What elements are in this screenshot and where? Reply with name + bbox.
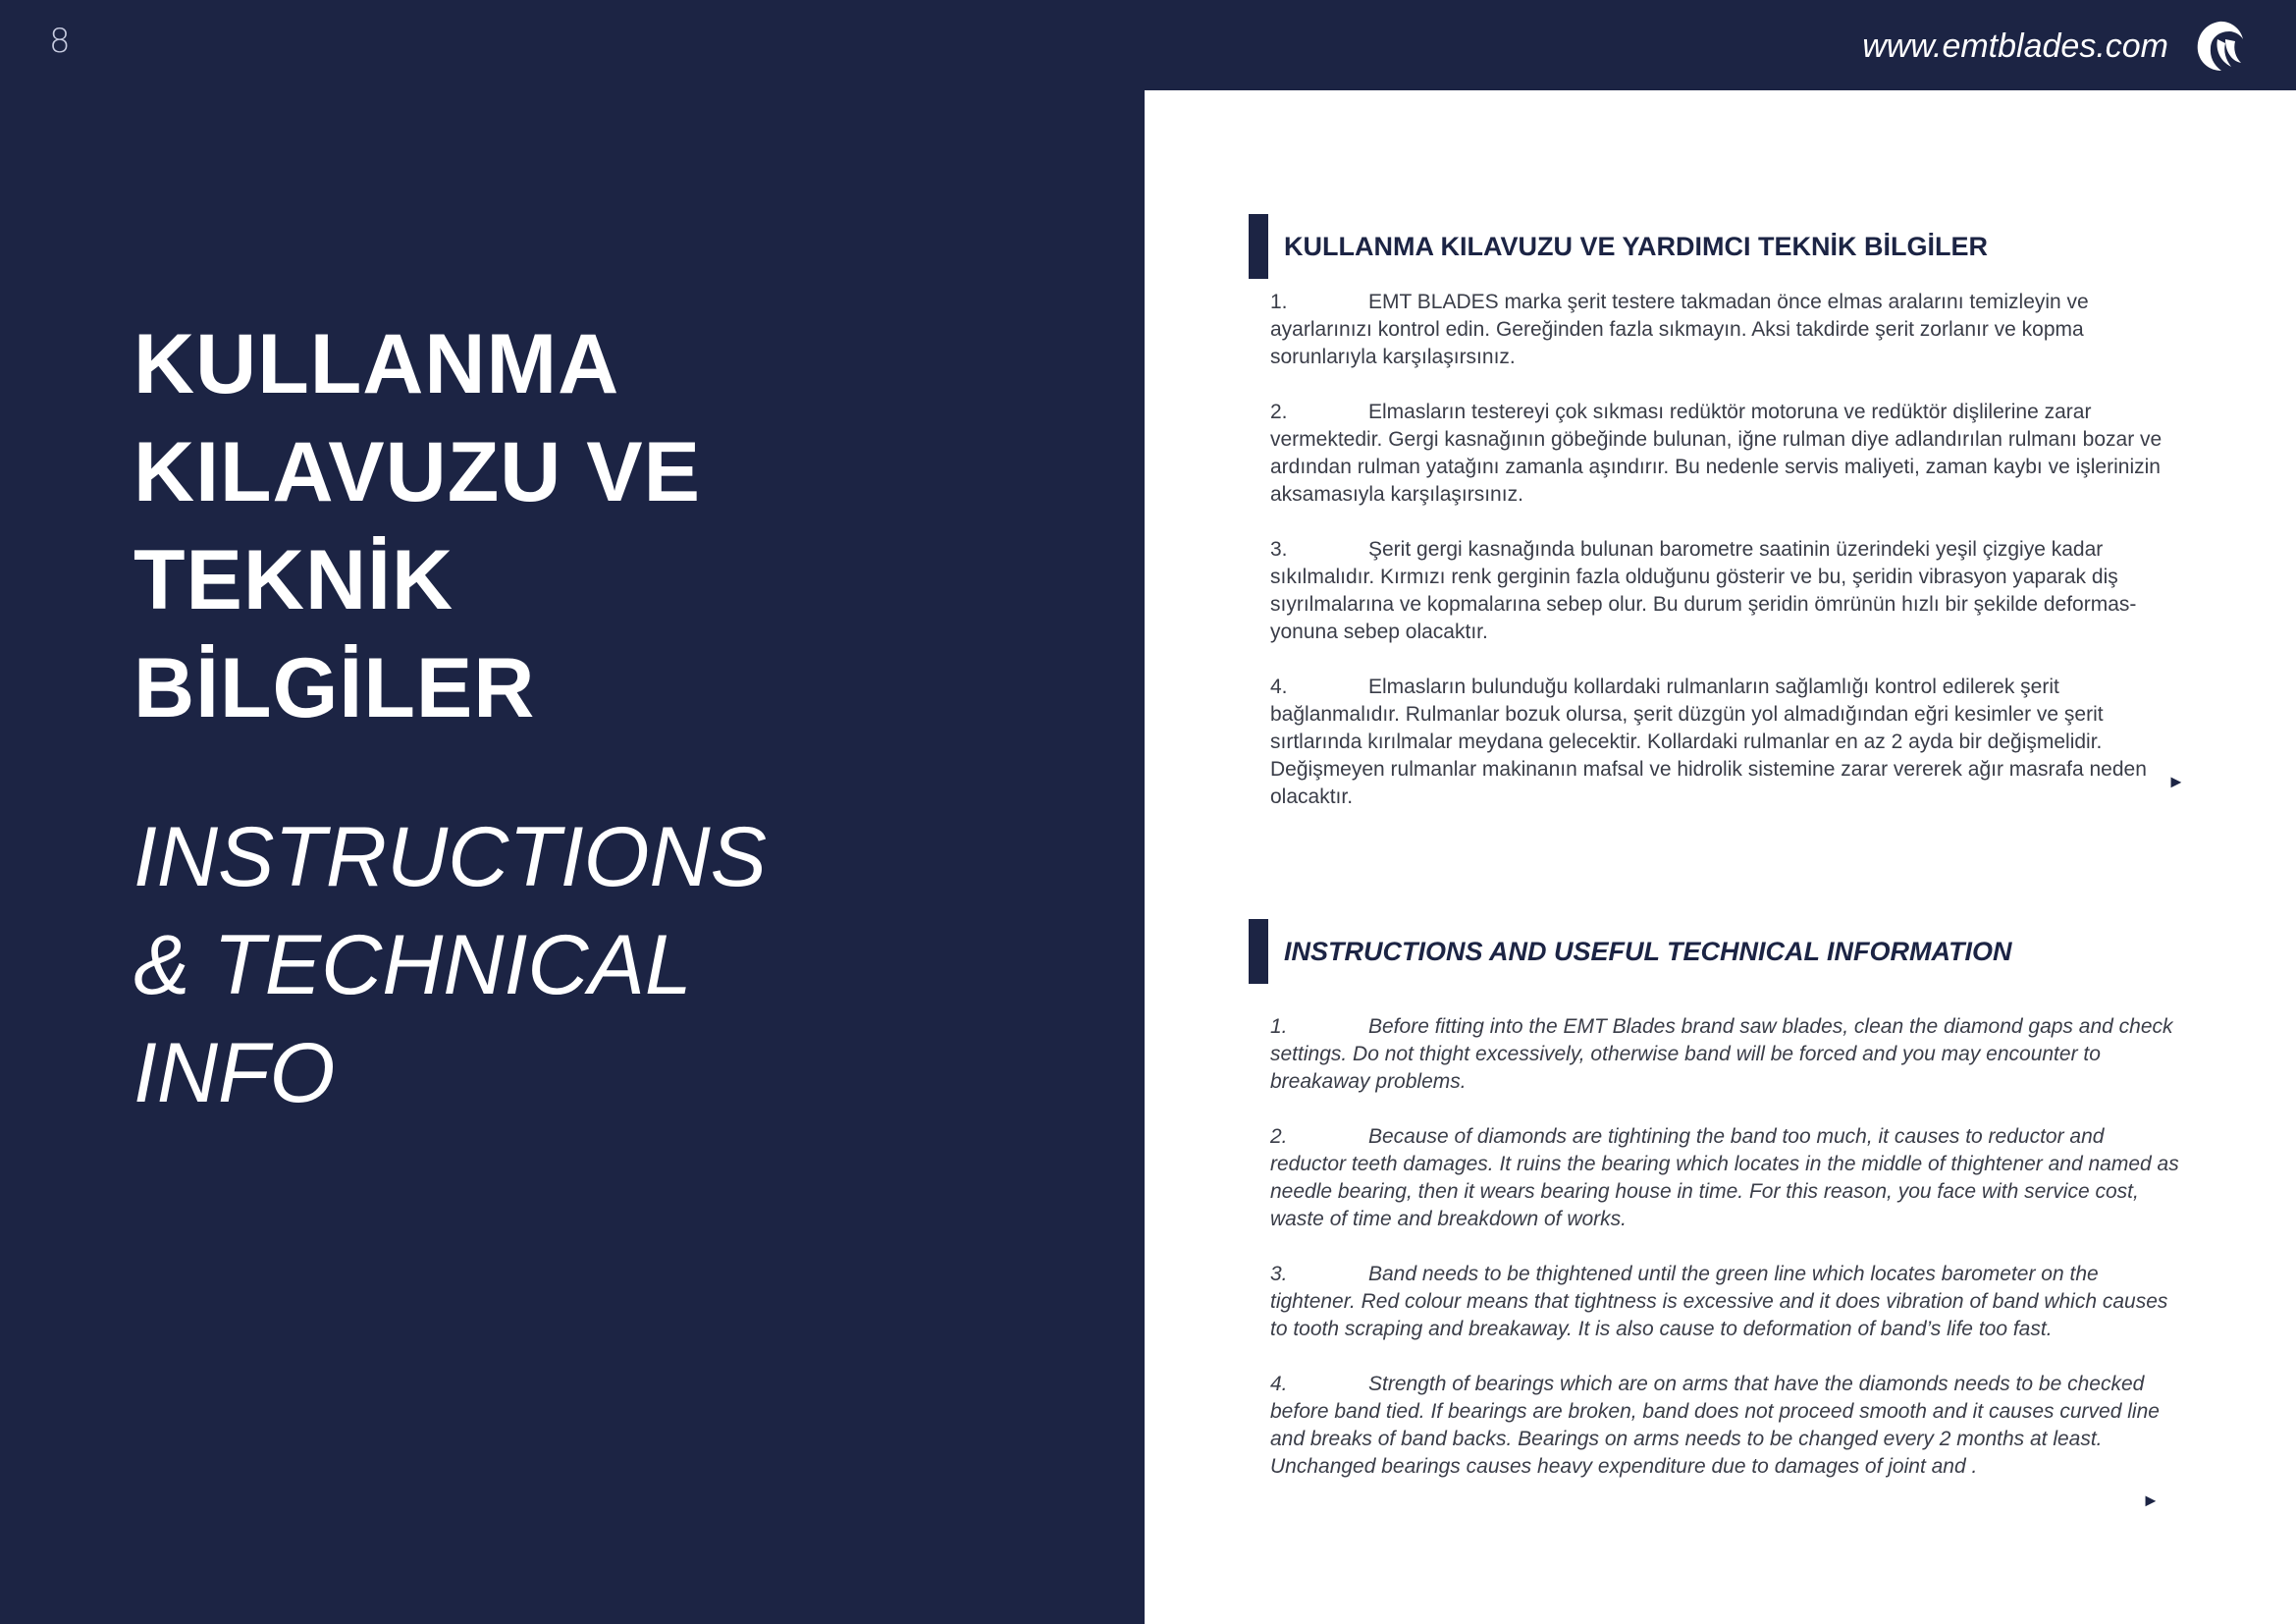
- title-line: TEKNİK: [133, 533, 454, 627]
- next-arrow-icon: ►: [2142, 1490, 2160, 1510]
- list-item: [1270, 674, 2181, 811]
- section-heading-text: KULLANMA KILAVUZU VE YARDIMCI TEKNİK BİLGİLER: [1284, 231, 1989, 261]
- section-heading: [1249, 214, 2181, 279]
- english-section: [1249, 919, 2181, 1508]
- list-item: [1270, 1371, 2181, 1481]
- instruction-list: [1249, 289, 2181, 811]
- subtitle-line: INFO: [133, 1026, 336, 1120]
- item-text: Because of diamonds are tightining the band too much, it causes to reductor and reductor teeth damages. It ruins the bearing which locates in the middle of thightener and named as needle bearing, then it wears bearing house in time. For this reason, you face with service cost, waste of time and breakdown of works.: [1270, 1125, 2179, 1230]
- title-line: KILAVUZU VE: [133, 425, 701, 519]
- item-text: Şerit gergi kasnağında bulunan barometre saatinin üzerindeki yeşil çizgiye kadar sıkılmalıdır. Kırmızı renk gerginin fazla olduğunu gösterir ve bu, şeridin vibrasyon yaparak diş sıyrılmalarına ve kopmalarına sebep olur. Bu durum şeridin ömrünün hızlı bir şekilde deformas-yonuna sebep olacaktır.: [1270, 538, 2137, 643]
- heading-bar: [1249, 214, 1268, 279]
- list-item: [1270, 1261, 2181, 1343]
- item-text: EMT BLADES marka şerit testere takmadan önce elmas aralarını temizleyin ve ayarlarınızı kontrol edin. Gereğinden fazla sıkmayın. Aksi takdirde şerit zorlanır ve kopma sorunlarıyla karşılaşırsınız.: [1270, 291, 2089, 368]
- title-line: KULLANMA: [133, 317, 620, 411]
- item-text: Strength of bearings which are on arms that have the diamonds needs to be checked before band tied. If bearings are broken, band does not proceed smooth and it causes curved line and breaks of band backs. Bearings on arms needs to be changed every 2 months at least. Unchanged bearings causes heavy expenditure due to damages of joint and .: [1270, 1373, 2160, 1478]
- heading-bar: [1249, 919, 1268, 984]
- page-number: 8: [49, 22, 71, 61]
- turkish-section: [1249, 214, 2181, 839]
- instruction-list: [1249, 1013, 2181, 1481]
- item-number: 2.: [1270, 1125, 1288, 1148]
- title-line: BİLGİLER: [133, 641, 536, 735]
- next-arrow-icon: ►: [2167, 772, 2185, 791]
- eagle-logo-icon: [2192, 18, 2247, 75]
- item-text: Elmasların testereyi çok sıkması redüktör motoruna ve redüktör dişlilerine zarar vermektedir. Gergi kasnağının göbeğinde bulunan, iğne rulman diye adlandırılan rulmanı bozar ve ardından rulman yatağını zamanla aşındırır. Bu nedenle servis maliyeti, zaman kaybı ve işlerinizin aksamasıyla karşılaşırsınız.: [1270, 401, 2163, 506]
- item-number: 3.: [1270, 538, 1288, 561]
- main-title-english: [133, 803, 767, 1127]
- content-panel: [1145, 90, 2296, 1624]
- subtitle-line: INSTRUCTIONS: [133, 810, 767, 904]
- section-heading-text: INSTRUCTIONS AND USEFUL TECHNICAL INFORMATION: [1284, 936, 2012, 966]
- item-number: 4.: [1270, 1373, 1288, 1395]
- item-number: 4.: [1270, 676, 1288, 698]
- item-text: Band needs to be thightened until the green line which locates barometer on the tightener. Red colour means that tightness is excessive and it does vibration of band which causes to tooth scraping and breakaway. It is also cause to deformation of band’s life too fast.: [1270, 1263, 2168, 1340]
- list-item: [1270, 289, 2181, 371]
- item-text: Before fitting into the EMT Blades brand saw blades, clean the diamond gaps and check settings. Do not thight excessively, otherwise band will be forced and you may encounter to breakaway problems.: [1270, 1015, 2173, 1093]
- list-item: [1270, 1123, 2181, 1233]
- list-item: [1270, 399, 2181, 509]
- item-number: 3.: [1270, 1263, 1288, 1285]
- item-number: 1.: [1270, 291, 1288, 313]
- item-number: 1.: [1270, 1015, 1288, 1038]
- subtitle-line: & TECHNICAL: [133, 918, 692, 1012]
- item-text: Elmasların bulunduğu kollardaki rulmanların sağlamlığı kontrol edilerek şerit bağlanmalıdır. Rulmanlar bozuk olursa, şerit düzgün yol almadığından eğri kesimler ve şerit sırtlarında kırılmalar meydana gelecektir. Kollardaki rulmanlar en az 2 ayda bir değişmelidir. Değişmeyen rulmanlar makinanın mafsal ve hidrolik sistemine zarar vererek ağır masrafa neden olacaktır.: [1270, 676, 2147, 808]
- main-title-turkish: [133, 310, 701, 742]
- list-item: [1270, 536, 2181, 646]
- item-number: 2.: [1270, 401, 1288, 423]
- section-heading: [1249, 919, 2181, 984]
- list-item: [1270, 1013, 2181, 1096]
- website-url[interactable]: www.emtblades.com: [1862, 27, 2168, 65]
